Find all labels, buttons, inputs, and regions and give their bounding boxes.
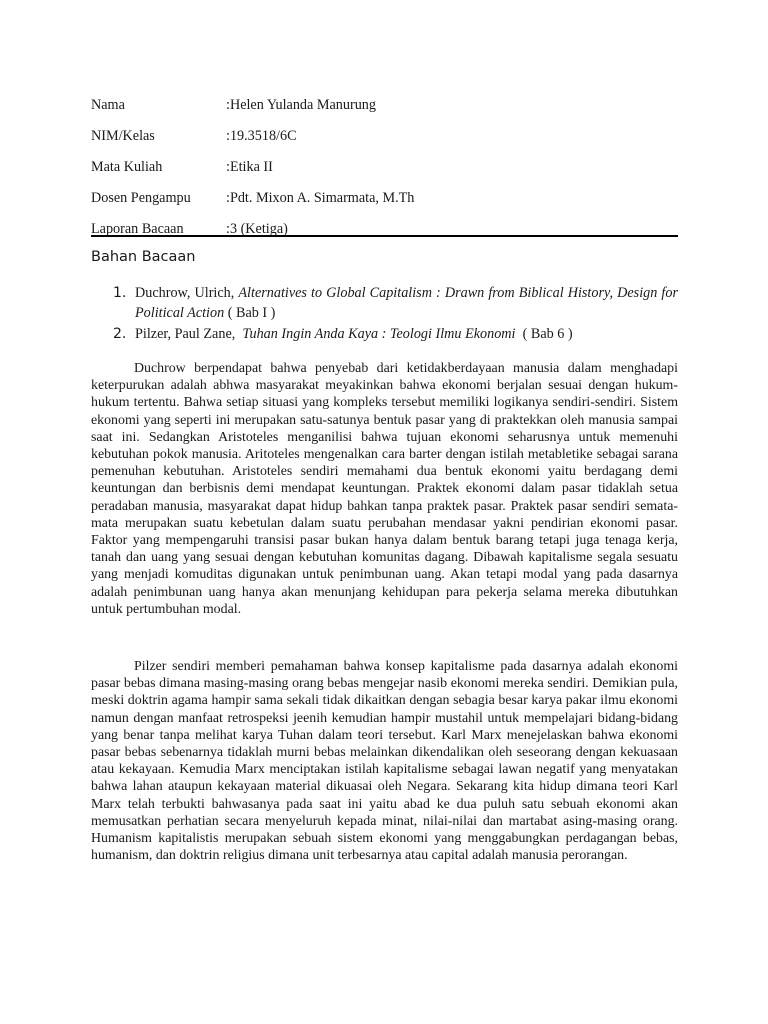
info-row-nim [91, 121, 678, 152]
section-title: Bahan Bacaan [91, 249, 196, 265]
reference-text [135, 324, 678, 344]
body-paragraph: Pilzer sendiri memberi pemahaman bahwa konsep kapitalisme pada dasarnya adalah ekonomi pasar bebas dimana masing-masing orang bebas mengejar nasib ekonomi mereka sendiri. Demikian pula, meski doktrin agama hampir sama sekali tidak dikaitkan dengan sebagia besar karya pakar ilmu ekonomi namun dengan manfaat retrospeksi jeenih kemudian hampir mustahil untuk mempelajari bidang-bidang yang benar tanpa melihat karya Tuhan dalam teori tersebut. Karl Marx menejelaskan bahwa ekonomi pasar bebas sebenarnya tidaklah murni bebas melainkan dikendalikan oleh seseorang dengan kekuasaan atau kekayaan. Kemudia Marx menciptakan istilah kapitalisme sebagai lawan negatif yang menyatakan bahwa lahan ataupun kekayaan material dikuasai oleh Negara. Sekarang kita hidup dimana teori Karl Marx telah terbukti bahwasanya pada saat ini yaitu abad ke dua puluh satu sebuah ekonomi akan memusatkan perhatian secara menyeluruh kepada minat, nilai-nilai dan martabat asing-masing orang. Humanism kapitalistis merupakan sebuah sistem ekonomi yang menggabungkan perdagangan bebas, humanism, dan doktrin religius dimana unit terbesarnya atau capital adalah manusia perorangan. [91, 659, 678, 864]
info-value: :19.3518/6C [226, 128, 297, 144]
info-label: NIM/Kelas [91, 128, 155, 144]
info-row-nama [91, 90, 678, 121]
header-divider [91, 235, 678, 237]
reference-author: Duchrow, Ulrich, [135, 285, 239, 301]
reference-text [135, 283, 678, 323]
student-info-table [91, 90, 678, 245]
info-label: Mata Kuliah [91, 159, 163, 175]
info-label: Laporan Bacaan [91, 221, 184, 237]
reference-author: Pilzer, Paul Zane, [135, 326, 239, 342]
reference-list [91, 283, 678, 345]
reference-item [91, 283, 678, 323]
info-label: Dosen Pengampu [91, 190, 191, 206]
reference-number: 2. [113, 326, 127, 342]
reference-chapter: ( Bab 6 ) [515, 326, 573, 342]
body-paragraph: Duchrow berpendapat bahwa penyebab dari ketidakberdayaan manusia dalam menghadapi keterpurukan adalah abhwa masyarakat meyakinkan bahwa ekonomi berjalan sesuai dengan hukum-hukum tertentu. Bahwa setiap situasi yang kompleks tersebut memiliki logikanya sendiri-sendiri. Sistem ekonomi yang seperti ini merupakan satu-satunya bentuk pasar yang di praktekkan oleh manusia sampai saat ini. Sedangkan Aristoteles menganilisi bahwa tujuan ekonomi seharusnya untuk memenuhi kebutuhan pokok manusia. Aritoteles mengenalkan cara barter dengan istilah metabletike sebagai sarana pemenuhan kebutuhan. Aristoteles sendiri memahami dua bentuk ekonomi yaitu berdagang demi keuntungan dan berbisnis demi mendapat keuntungan. Praktek ekonomi dalam pasar tidaklah setua peradaban manusia, masyarakat dapat hidup bahkan tanpa praktek pasar. Praktek pasar sendiri semata-mata merupakan suatu kebetulan dalam suatu perubahan mendasar yakni pendirian ekonomi pasar. Faktor yang mempengaruhi transisi pasar bukan hanya dalam bentuk barang tetapi juga tenaga kerja, tanah dan uang yang sesuai dengan kebutuhan komunitas dagang. Dibawah kapitalisme segala sesuatu yang menjadi komuditas digunakan untuk penimbunan uang. Akan tetapi modal yang pada dasarnya adalah penimbunan uang hanya akan menunjang kehidupan para pekerja selama mereka dibutuhkan untuk pertumbuhan modal. [91, 361, 678, 617]
info-row-dosen [91, 183, 678, 214]
info-value: :3 (Ketiga) [226, 221, 288, 237]
info-value: :Pdt. Mixon A. Simarmata, M.Th [226, 190, 415, 206]
info-value: :Etika II [226, 159, 273, 175]
info-label: Nama [91, 97, 125, 113]
reference-title: Tuhan Ingin Anda Kaya : Teologi Ilmu Ekonomi [238, 326, 516, 342]
reference-item [91, 324, 678, 344]
info-row-mata-kuliah [91, 152, 678, 183]
reference-number: 1. [113, 285, 127, 301]
info-row-laporan [91, 214, 678, 245]
info-value: :Helen Yulanda Manurung [226, 97, 376, 113]
reference-chapter: ( Bab I ) [224, 305, 276, 321]
reference-title: Alternatives to Global Capitalism : Drawn from Biblical History, Design for Political Action [135, 285, 678, 321]
